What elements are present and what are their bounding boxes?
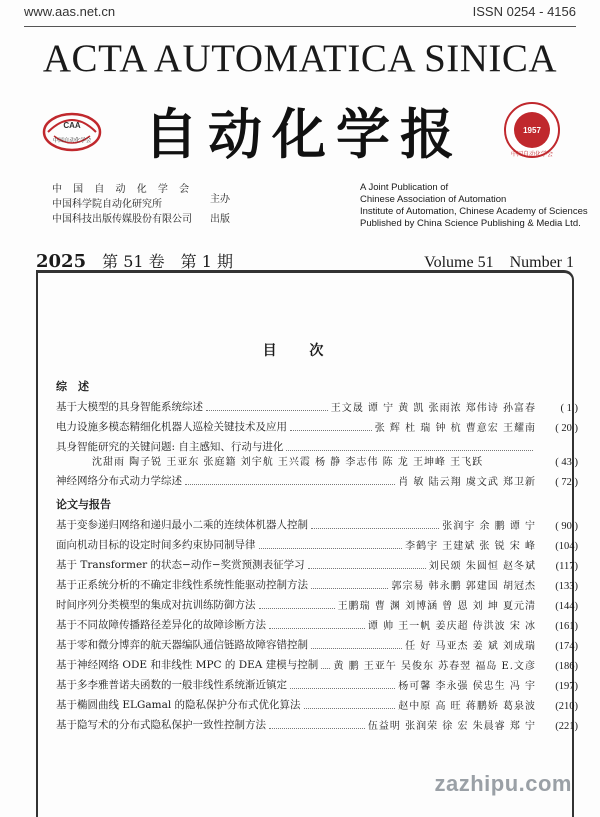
entry-authors: 李鹤宇 王建斌 张 锐 宋 峰 <box>405 541 536 552</box>
entry-page: (221) <box>555 721 578 732</box>
leader-dots <box>259 548 403 549</box>
leader-dots <box>185 484 395 485</box>
toc-entry[interactable] <box>56 658 578 672</box>
leader-dots <box>304 708 396 709</box>
leader-dots <box>286 450 533 451</box>
publisher-cn-1: 中 国 自 动 化 学 会 <box>52 184 194 195</box>
issue-year: 2025 <box>36 251 87 272</box>
entry-title[interactable]: 基于多李雅普诺夫函数的一般非线性系统渐近镇定 <box>56 679 287 691</box>
publisher-cn-2: 中国科学院自动化研究所 <box>52 199 162 210</box>
entry-authors: 杨可馨 李永强 侯忠生 冯 宇 <box>398 681 536 692</box>
entry-page: (186) <box>555 661 578 672</box>
entry-title[interactable]: 基于椭圆曲线 ELGamal 的隐私保护分布式优化算法 <box>56 699 301 711</box>
publisher-en-4: Published by China Science Publishing & Media Ltd. <box>360 218 581 229</box>
top-rule <box>24 26 576 27</box>
publisher-en-1: A Joint Publication of <box>360 182 449 193</box>
entry-authors: 赵中原 高 旺 蒋鹏娇 葛泉波 <box>398 701 536 712</box>
entry-title[interactable]: 基于正系统分析的不确定非线性系统性能驱动控制方法 <box>56 579 308 591</box>
entry-authors: 任 好 马亚杰 姜 斌 刘成瑞 <box>405 641 536 652</box>
toc-entry[interactable] <box>56 538 578 552</box>
publisher-en-3: Institute of Automation, Chinese Academy of Sciences <box>360 206 588 217</box>
toc-entry[interactable] <box>56 638 578 652</box>
journal-title-en: ACTA AUTOMATICA SINICA <box>42 37 558 80</box>
entry-page: ( 43 ) <box>555 457 578 468</box>
entry-title[interactable]: 基于大模型的具身智能系统综述 <box>56 401 203 413</box>
entry-page: (161) <box>555 621 578 632</box>
role-publisher: 出版 <box>210 214 230 225</box>
role-sponsor: 主办 <box>210 194 230 205</box>
logo-row <box>40 92 560 168</box>
issue-volume-en: Volume 51 <box>424 254 494 271</box>
leader-dots <box>321 668 330 669</box>
section-heading: 综 述 <box>56 380 89 393</box>
entry-page: (133) <box>555 581 578 592</box>
publisher-cn-3: 中国科技出版传媒股份有限公司 <box>52 214 192 225</box>
logo-left-text: CAA <box>63 121 81 130</box>
toc-entry[interactable] <box>56 420 578 434</box>
entry-title[interactable]: 基于 Transformer 的状态−动作−奖赏预测表征学习 <box>56 559 305 571</box>
publisher-en-2: Chinese Association of Automation <box>360 194 507 205</box>
entry-authors: 张 辉 杜 瑞 钟 杭 曹意宏 王耀南 <box>374 423 536 434</box>
leader-dots <box>308 568 426 569</box>
entry-title[interactable]: 基于隐写术的分布式隐私保护一致性控制方法 <box>56 719 266 731</box>
leader-dots <box>269 728 365 729</box>
entry-title[interactable]: 基于神经网络 ODE 和非线性 MPC 的 DEA 建模与控制 <box>56 659 319 671</box>
watermark: zazhipu.com <box>434 771 572 796</box>
entry-authors: 王文晟 谭 宁 黄 凯 张雨浓 郑伟诗 孙富春 <box>330 403 536 414</box>
leader-dots <box>311 528 439 529</box>
entry-authors: 刘民颂 朱圆恒 赵冬斌 <box>428 561 536 572</box>
entry-authors: 郭宗易 韩永鹏 郭建国 胡冠杰 <box>391 581 536 592</box>
entry-authors: 沈甜雨 陶子锐 王亚东 张庭籍 刘宇航 王兴霞 杨 静 李志伟 陈 龙 王坤峰 王飞跃 <box>92 457 484 468</box>
section-heading: 论文与报告 <box>56 498 111 511</box>
leader-dots <box>269 628 365 629</box>
issue-number-en: Number 1 <box>509 254 574 271</box>
entry-title[interactable]: 时间序列分类模型的集成对抗训练防御方法 <box>56 599 256 611</box>
entry-page: ( 1 ) <box>560 403 578 414</box>
publishers-en <box>360 182 600 230</box>
entry-page: ( 20 ) <box>555 423 578 434</box>
issn-label: ISSN 0254 - 4156 <box>472 4 576 19</box>
entry-page: (104) <box>555 541 578 552</box>
leader-dots <box>206 410 328 411</box>
toc-entry[interactable] <box>56 440 578 454</box>
toc-entry[interactable] <box>56 718 578 732</box>
toc-entry[interactable] <box>56 698 578 712</box>
leader-dots <box>311 648 402 649</box>
logo-right-text: 1957 <box>514 112 550 148</box>
entry-authors: 张润宇 余 鹏 谭 宁 <box>442 521 536 532</box>
issue-volume-cn: 第 51 卷 <box>102 252 165 271</box>
entry-page: (174) <box>555 641 578 652</box>
leader-dots <box>290 430 372 431</box>
toc-entry[interactable] <box>56 598 578 612</box>
toc-entry[interactable] <box>56 518 578 532</box>
issue-bar <box>36 244 574 272</box>
toc-entry[interactable] <box>56 558 578 572</box>
entry-authors: 王鹏瑞 曹 渊 刘博涵 曾 恩 刘 坤 夏元清 <box>337 601 536 612</box>
toc-entry-continuation <box>56 454 578 468</box>
entry-authors: 谭 帅 王一帆 姜庆超 侍洪波 宋 冰 <box>367 621 536 632</box>
anniversary-logo-icon <box>504 102 560 158</box>
entry-title[interactable]: 基于变参递归网络和递归最小二乘的连续体机器人控制 <box>56 519 308 531</box>
top-line <box>24 4 576 19</box>
entry-page: (144) <box>555 601 578 612</box>
leader-dots <box>311 588 388 589</box>
entry-title[interactable]: 基于零和微分博弈的航天器编队通信链路故障容错控制 <box>56 639 308 651</box>
entry-page: (197) <box>555 681 578 692</box>
publisher-roles <box>210 190 230 230</box>
entry-page: ( 72 ) <box>555 477 578 488</box>
entry-title[interactable]: 具身智能研究的关键问题: 自主感知、行动与进化 <box>56 441 284 453</box>
website-link[interactable]: www.aas.net.cn <box>24 4 116 19</box>
entry-page: (117) <box>555 561 578 572</box>
toc-entry[interactable] <box>56 400 578 414</box>
caa-logo-icon <box>40 98 104 162</box>
toc-entry[interactable] <box>56 678 578 692</box>
issue-number-cn: 第 1 期 <box>180 252 234 271</box>
publishers-cn <box>52 182 222 227</box>
entry-authors: 黄 鹏 王亚午 吴俊东 苏春翌 福岛 E.文彦 <box>333 661 536 672</box>
logo-left-sub: 中国自动化学会 <box>52 138 92 144</box>
entry-title[interactable]: 电力设施多模态精细化机器人巡检关键技术及应用 <box>56 421 287 433</box>
publishers-block <box>52 182 588 232</box>
toc-entry[interactable] <box>56 578 578 592</box>
entry-authors: 肖 敏 陆云翔 虞文武 郑卫新 <box>398 477 536 488</box>
entry-title[interactable]: 基于不同故障传播路径差异化的故障诊断方法 <box>56 619 266 631</box>
entry-page: ( 90 ) <box>555 521 578 532</box>
entry-title[interactable]: 神经网络分布式动力学综述 <box>56 475 182 487</box>
toc-title: 目 次 <box>262 343 338 359</box>
entry-authors: 伍益明 张润荣 徐 宏 朱晨睿 郑 宁 <box>367 721 536 732</box>
toc-entry[interactable] <box>56 474 578 488</box>
journal-title-cn: 自动化学报 <box>144 102 464 166</box>
entry-title[interactable]: 面向机动目标的设定时间多约束协同制导律 <box>56 539 256 551</box>
toc-entry[interactable] <box>56 618 578 632</box>
logo-right-sub: 中国自动化学会 <box>510 152 553 158</box>
leader-dots <box>259 608 335 609</box>
entry-page: (210) <box>555 701 578 712</box>
leader-dots <box>290 688 395 689</box>
